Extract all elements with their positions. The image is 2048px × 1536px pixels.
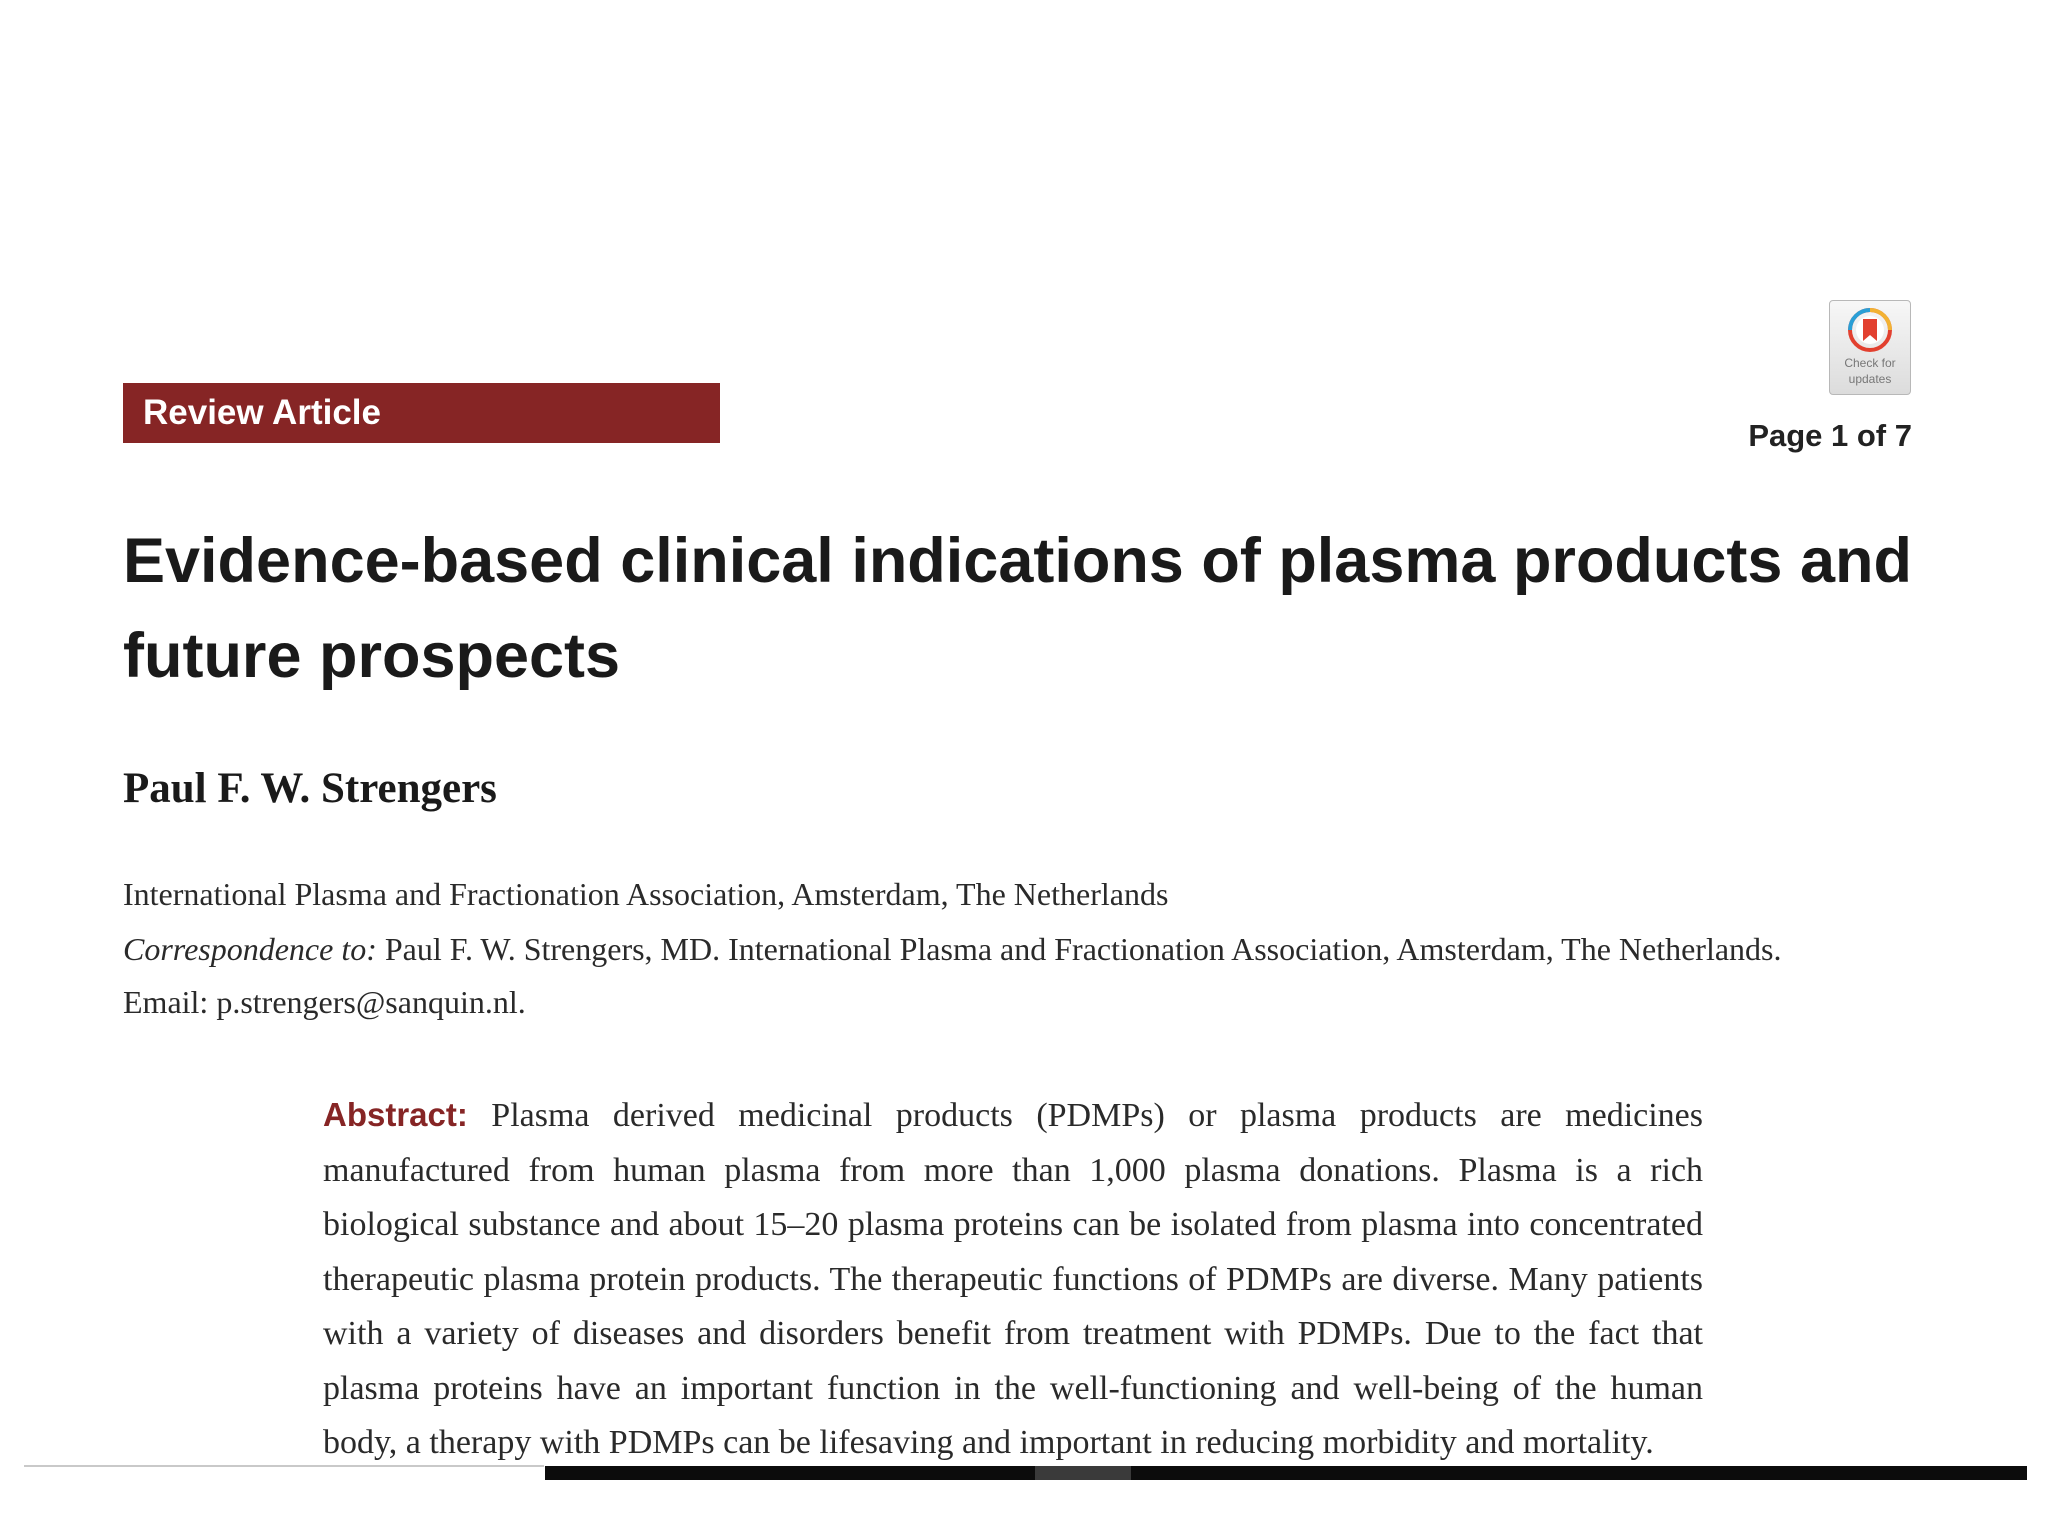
scrollbar-thumb[interactable] xyxy=(1035,1466,1131,1480)
check-for-updates-button[interactable] xyxy=(1829,300,1911,395)
paper-title: Evidence-based clinical indications of plasma products and future prospects xyxy=(123,526,1912,691)
page-indicator: Page 1 of 7 xyxy=(1748,418,1912,453)
affiliation: International Plasma and Fractionation Association, Amsterdam, The Netherlands xyxy=(123,876,1169,912)
correspondence xyxy=(123,931,1782,968)
email-line: Email: p.strengers@sanquin.nl. xyxy=(123,984,526,1020)
correspondence-text: Paul F. W. Strengers, MD. International Plasma and Fractionation Association, Amsterdam, The Netherlands. xyxy=(376,931,1782,967)
horizontal-scrollbar[interactable] xyxy=(545,1466,2027,1480)
page-divider xyxy=(24,1465,544,1467)
author-name: Paul F. W. Strengers xyxy=(123,765,497,812)
correspondence-label: Correspondence to: xyxy=(123,931,377,967)
article-type-label: Review Article xyxy=(143,393,381,432)
check-for-updates-label: Check for xyxy=(1844,356,1896,370)
check-for-updates-label-2: updates xyxy=(1848,372,1892,386)
abstract xyxy=(323,1088,1703,1471)
abstract-label: Abstract: xyxy=(323,1096,468,1133)
check-for-updates-icon xyxy=(1847,307,1893,353)
article-type-banner xyxy=(123,383,720,443)
abstract-text: Plasma derived medicinal products (PDMPs) or plasma products are medicines manufactured from human plasma from more than 1,000 plasma donations. Plasma is a rich biological substance and about 15–20 plasma proteins can be isolated from plasma into concentrated therapeutic plasma protein products. The therapeutic functions of PDMPs are diverse. Many patients with a variety of diseases and disorders benefit from treatment with PDMPs. Due to the fact that plasma proteins have an important function in the well-functioning and well-being of the human body, a therapy with PDMPs can be lifesaving and important in reducing morbidity and mortality. xyxy=(323,1097,1703,1461)
